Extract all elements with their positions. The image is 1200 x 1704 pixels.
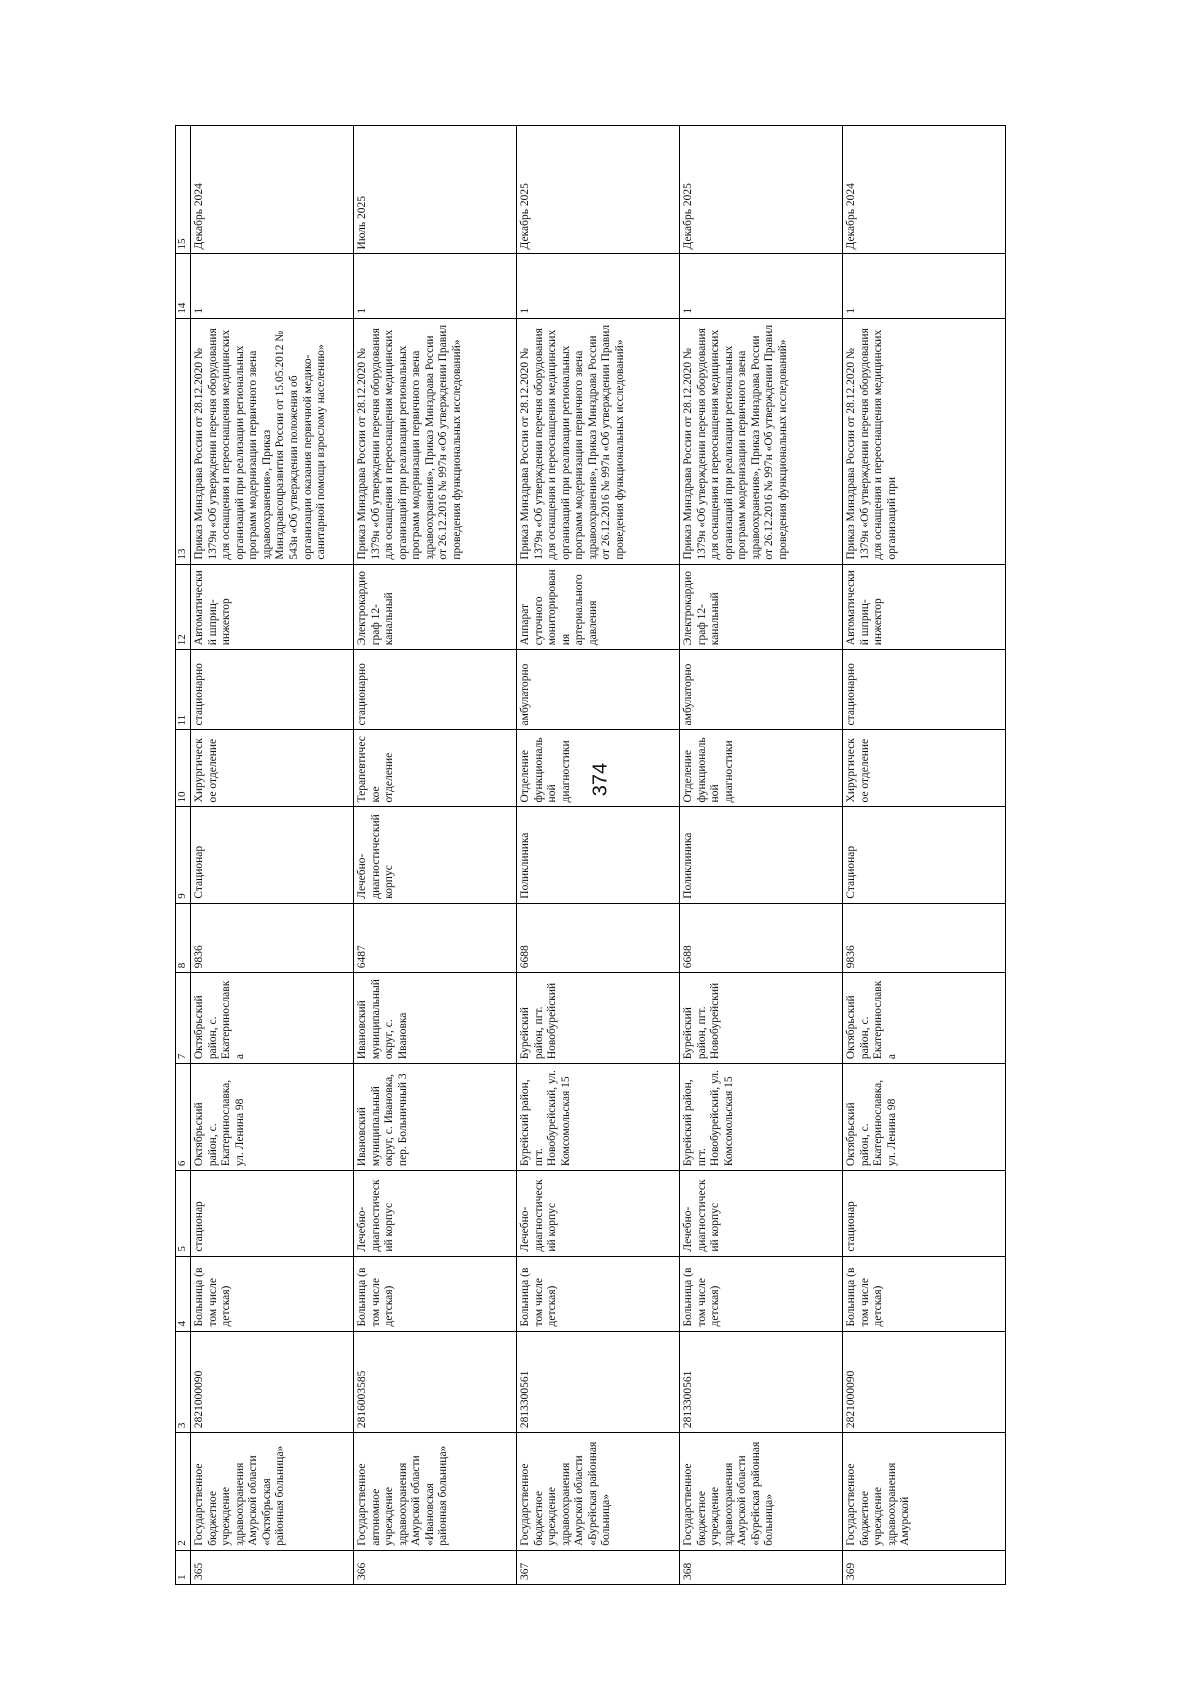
division: Лечебно-диагностический корпус	[354, 807, 517, 903]
table-row	[517, 126, 680, 1585]
care-conditions: стационарно	[191, 650, 354, 730]
deadline: Декабрь 2025	[517, 126, 680, 254]
facility-type: Больница (в том числе детская)	[517, 1256, 680, 1331]
column-header: 14	[176, 254, 191, 318]
building: Лечебно-диагностический корпус	[354, 1171, 517, 1257]
column-header: 1	[176, 1550, 191, 1584]
organization-name: Государственное бюджетное учреждение здравоохранения Амурской	[843, 1433, 1006, 1551]
deadline: Июль 2025	[354, 126, 517, 254]
facility-type: Больница (в том числе детская)	[191, 1256, 354, 1331]
department: Отделение функциональной диагностики	[517, 730, 680, 807]
quantity: 1	[517, 254, 680, 318]
column-header: 13	[176, 318, 191, 564]
table-row	[354, 126, 517, 1585]
department: Отделение функциональной диагностики	[680, 730, 843, 807]
column-header: 12	[176, 564, 191, 650]
column-header: 7	[176, 973, 191, 1064]
column-header: 4	[176, 1256, 191, 1331]
division: Поликлиника	[517, 807, 680, 903]
equipment-table	[175, 125, 1006, 1585]
table-row	[191, 126, 354, 1585]
equipment-name: Автоматический шприц-инжектор	[191, 564, 354, 650]
column-header: 8	[176, 903, 191, 973]
care-conditions: стационарно	[843, 650, 1006, 730]
deadline: Декабрь 2024	[191, 126, 354, 254]
column-header: 9	[176, 807, 191, 903]
quantity: 1	[354, 254, 517, 318]
organization-code: 2821000090	[843, 1331, 1006, 1433]
address: Бурейский район, пгт. Новобурейский, ул. Комсомольская 15	[517, 1064, 680, 1171]
organization-code: 2813300561	[517, 1331, 680, 1433]
legal-basis: Приказ Минздрава России от 28.12.2020 № 1379н «Об утверждении перечня оборудования для оснащения и переоснащения медицинских организаций при реализации региональных программ модернизации первичного звена здравоохранения», Приказ Минздрава России от 26.12.2016 № 997н «Об утверждении Правил проведения функциональных исследований»	[354, 318, 517, 564]
row-number: 366	[354, 1550, 517, 1584]
population: 9836	[843, 903, 1006, 973]
facility-type: Больница (в том числе детская)	[843, 1256, 1006, 1331]
organization-name: Государственное бюджетное учреждение здравоохранения Амурской области «Октябрьская районная больница»	[191, 1433, 354, 1551]
building: стационар	[843, 1171, 1006, 1257]
locality: Бурейский район, пгт. Новобурейский	[517, 973, 680, 1064]
building: стационар	[191, 1171, 354, 1257]
deadline: Декабрь 2024	[843, 126, 1006, 254]
equipment-table-rotated	[175, 125, 1005, 1585]
building: Лечебно-диагностический корпус	[680, 1171, 843, 1257]
header-row	[176, 126, 191, 1585]
address: Ивановский муниципальный округ, с. Ивановка, пер. Больничный 3	[354, 1064, 517, 1171]
column-header: 3	[176, 1331, 191, 1433]
row-number: 368	[680, 1550, 843, 1584]
locality: Ивановский муниципальный округ, с. Ивановка	[354, 973, 517, 1064]
division: Стационар	[843, 807, 1006, 903]
facility-type: Больница (в том числе детская)	[354, 1256, 517, 1331]
organization-code: 2813300561	[680, 1331, 843, 1433]
department: Хирургическое отделение	[191, 730, 354, 807]
equipment-name: Автоматический шприц-инжектор	[843, 564, 1006, 650]
legal-basis: Приказ Минздрава России от 28.12.2020 № 1379н «Об утверждении перечня оборудования для оснащения и переоснащения медицинских организаций при реализации региональных программ модернизации первичного звена здравоохранения», Приказ Минздрава России от 26.12.2016 № 997н «Об утверждении Правил проведения функциональных исследований»	[680, 318, 843, 564]
address: Октябрьский район, с. Екатеринославка, ул. Ленина 98	[191, 1064, 354, 1171]
address: Октябрьский район, с. Екатеринославка, ул. Ленина 98	[843, 1064, 1006, 1171]
row-number: 369	[843, 1550, 1006, 1584]
legal-basis: Приказ Минздрава России от 28.12.2020 № 1379н «Об утверждении перечня оборудования для оснащения и переоснащения медицинских организаций при	[843, 318, 1006, 564]
legal-basis: Приказ Минздрава России от 28.12.2020 № 1379н «Об утверждении перечня оборудования для оснащения и переоснащения медицинских организаций при реализации региональных программ модернизации первичного звена здравоохранения», Приказ Минздравсоцразвития России от 15.05.2012 № 543н «Об утверждении положения об организации оказания первичной медико-санитарной помощи взрослому населению»	[191, 318, 354, 564]
column-header: 10	[176, 730, 191, 807]
division: Стационар	[191, 807, 354, 903]
organization-name: Государственное автономное учреждение здравоохранения Амурской области «Ивановская районная больница»	[354, 1433, 517, 1551]
address: Бурейский район, пгт. Новобурейский, ул. Комсомольская 15	[680, 1064, 843, 1171]
facility-type: Больница (в том числе детская)	[680, 1256, 843, 1331]
column-header: 6	[176, 1064, 191, 1171]
care-conditions: стационарно	[354, 650, 517, 730]
legal-basis: Приказ Минздрава России от 28.12.2020 № 1379н «Об утверждении перечня оборудования для оснащения и переоснащения медицинских организаций при реализации региональных программ модернизации первичного звена здравоохранения», Приказ Минздрава России от 26.12.2016 № 997н «Об утверждении Правил проведения функциональных исследований»	[517, 318, 680, 564]
division: Поликлиника	[680, 807, 843, 903]
population: 6688	[517, 903, 680, 973]
deadline: Декабрь 2025	[680, 126, 843, 254]
equipment-name: Электрокардиограф 12-канальный	[680, 564, 843, 650]
organization-code: 2816003585	[354, 1331, 517, 1433]
locality: Октябрьский район, с. Екатеринославка	[191, 973, 354, 1064]
quantity: 1	[191, 254, 354, 318]
column-header: 2	[176, 1433, 191, 1551]
organization-name: Государственное бюджетное учреждение здравоохранения Амурской области «Бурейская районная больница»	[517, 1433, 680, 1551]
equipment-name: Аппарат суточного мониторирования артериального давления	[517, 564, 680, 650]
department: Терапевтическое отделение	[354, 730, 517, 807]
building: Лечебно-диагностический корпус	[517, 1171, 680, 1257]
organization-name: Государственное бюджетное учреждение здравоохранения Амурской области «Бурейская районная больница»	[680, 1433, 843, 1551]
population: 9836	[191, 903, 354, 973]
department: Хирургическое отделение	[843, 730, 1006, 807]
table-row	[843, 126, 1006, 1585]
population: 6487	[354, 903, 517, 973]
locality: Октябрьский район, с. Екатеринославка	[843, 973, 1006, 1064]
column-header: 5	[176, 1171, 191, 1257]
equipment-name: Электрокардиограф 12-канальный	[354, 564, 517, 650]
table-row	[680, 126, 843, 1585]
page-number: 374	[589, 762, 612, 797]
quantity: 1	[680, 254, 843, 318]
row-number: 365	[191, 1550, 354, 1584]
organization-code: 2821000090	[191, 1331, 354, 1433]
quantity: 1	[843, 254, 1006, 318]
care-conditions: амбулаторно	[517, 650, 680, 730]
row-number: 367	[517, 1550, 680, 1584]
column-header: 15	[176, 126, 191, 254]
care-conditions: амбулаторно	[680, 650, 843, 730]
column-header: 11	[176, 650, 191, 730]
population: 6688	[680, 903, 843, 973]
locality: Бурейский район, пгт. Новобурейский	[680, 973, 843, 1064]
